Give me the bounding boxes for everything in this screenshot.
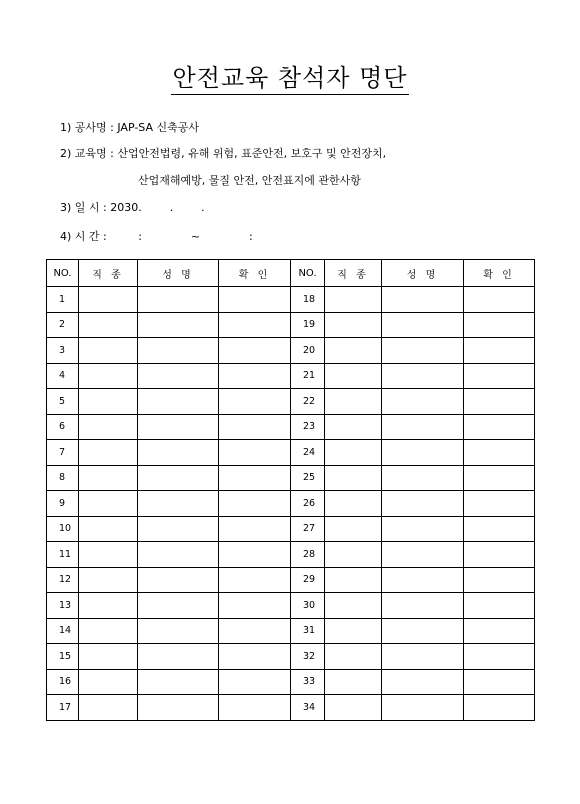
row-number-left: 14: [47, 618, 79, 644]
table-row: [47, 312, 535, 338]
column-header: NO.: [291, 260, 325, 287]
confirm-cell[interactable]: [464, 465, 535, 491]
row-number-left: 4: [47, 363, 79, 389]
education-label: 2) 교육명 :: [60, 147, 118, 160]
job-type-cell[interactable]: [79, 491, 138, 517]
job-type-cell[interactable]: [79, 618, 138, 644]
job-type-cell[interactable]: [79, 414, 138, 440]
project-label: 1) 공사명 :: [60, 121, 118, 134]
row-number-left: 13: [47, 593, 79, 619]
row-number-right: 28: [291, 542, 325, 568]
confirm-cell[interactable]: [464, 695, 535, 721]
row-number-right: 32: [291, 644, 325, 670]
table-row: [47, 338, 535, 364]
confirm-cell[interactable]: [219, 618, 291, 644]
name-cell[interactable]: [382, 440, 464, 466]
name-cell[interactable]: [382, 593, 464, 619]
name-cell[interactable]: [138, 287, 219, 313]
row-number-left: 16: [47, 669, 79, 695]
job-type-cell[interactable]: [79, 389, 138, 415]
name-cell[interactable]: [382, 389, 464, 415]
name-cell[interactable]: [382, 695, 464, 721]
job-type-cell[interactable]: [79, 465, 138, 491]
confirm-cell[interactable]: [219, 363, 291, 389]
name-cell[interactable]: [138, 669, 219, 695]
row-number-left: 11: [47, 542, 79, 568]
row-number-left: 7: [47, 440, 79, 466]
column-header: 직 종: [325, 260, 382, 287]
row-number-right: 22: [291, 389, 325, 415]
name-cell[interactable]: [138, 618, 219, 644]
row-number-right: 31: [291, 618, 325, 644]
job-type-cell[interactable]: [325, 516, 382, 542]
row-number-left: 3: [47, 338, 79, 364]
name-cell[interactable]: [138, 593, 219, 619]
confirm-cell[interactable]: [219, 491, 291, 517]
table-row: [47, 414, 535, 440]
confirm-cell[interactable]: [219, 465, 291, 491]
confirm-cell[interactable]: [464, 567, 535, 593]
confirm-cell[interactable]: [464, 542, 535, 568]
name-cell[interactable]: [382, 644, 464, 670]
column-header: 성 명: [138, 260, 219, 287]
name-cell[interactable]: [382, 491, 464, 517]
name-cell[interactable]: [382, 669, 464, 695]
row-number-right: 21: [291, 363, 325, 389]
row-number-left: 1: [47, 287, 79, 313]
time-label: 4) 시 간 :: [60, 230, 111, 243]
row-number-left: 12: [47, 567, 79, 593]
document-title: 안전교육 참석자 명단: [0, 58, 580, 93]
row-number-right: 33: [291, 669, 325, 695]
job-type-cell[interactable]: [79, 287, 138, 313]
row-number-right: 20: [291, 338, 325, 364]
name-cell[interactable]: [382, 516, 464, 542]
table-row: [47, 491, 535, 517]
job-type-cell[interactable]: [79, 695, 138, 721]
column-header: 성 명: [382, 260, 464, 287]
name-cell[interactable]: [382, 567, 464, 593]
job-type-cell[interactable]: [79, 440, 138, 466]
time-value: : ~ :: [110, 230, 253, 243]
job-type-cell[interactable]: [325, 695, 382, 721]
job-type-cell[interactable]: [325, 669, 382, 695]
name-cell[interactable]: [138, 414, 219, 440]
name-cell[interactable]: [138, 312, 219, 338]
name-cell[interactable]: [138, 567, 219, 593]
job-type-cell[interactable]: [325, 618, 382, 644]
confirm-cell[interactable]: [219, 516, 291, 542]
confirm-cell[interactable]: [464, 338, 535, 364]
row-number-left: 6: [47, 414, 79, 440]
job-type-cell[interactable]: [79, 542, 138, 568]
job-type-cell[interactable]: [325, 440, 382, 466]
job-type-cell[interactable]: [325, 644, 382, 670]
job-type-cell[interactable]: [325, 542, 382, 568]
row-number-left: 8: [47, 465, 79, 491]
confirm-cell[interactable]: [464, 669, 535, 695]
project-name-line: [60, 119, 199, 135]
job-type-cell[interactable]: [79, 593, 138, 619]
column-header: 확 인: [219, 260, 291, 287]
confirm-cell[interactable]: [219, 644, 291, 670]
job-type-cell[interactable]: [79, 516, 138, 542]
name-cell[interactable]: [138, 644, 219, 670]
confirm-cell[interactable]: [219, 567, 291, 593]
confirm-cell[interactable]: [219, 440, 291, 466]
confirm-cell[interactable]: [219, 414, 291, 440]
confirm-cell[interactable]: [219, 389, 291, 415]
table-row: [47, 287, 535, 313]
name-cell[interactable]: [138, 338, 219, 364]
row-number-left: 17: [47, 695, 79, 721]
name-cell[interactable]: [138, 389, 219, 415]
name-cell[interactable]: [138, 440, 219, 466]
row-number-right: 34: [291, 695, 325, 721]
time-line: [60, 228, 253, 244]
confirm-cell[interactable]: [464, 312, 535, 338]
confirm-cell[interactable]: [464, 389, 535, 415]
name-cell[interactable]: [382, 414, 464, 440]
job-type-cell[interactable]: [325, 491, 382, 517]
confirm-cell[interactable]: [464, 414, 535, 440]
confirm-cell[interactable]: [219, 695, 291, 721]
confirm-cell[interactable]: [464, 644, 535, 670]
row-number-right: 29: [291, 567, 325, 593]
column-header: NO.: [47, 260, 79, 287]
table-row: [47, 618, 535, 644]
date-line: [60, 199, 205, 215]
row-number-right: 18: [291, 287, 325, 313]
confirm-cell[interactable]: [464, 491, 535, 517]
row-number-left: 9: [47, 491, 79, 517]
education-value-line2: 산업재해예방, 물질 안전, 안전표지에 관한사항: [138, 174, 361, 187]
job-type-cell[interactable]: [325, 389, 382, 415]
job-type-cell[interactable]: [325, 338, 382, 364]
row-number-right: 30: [291, 593, 325, 619]
job-type-cell[interactable]: [325, 312, 382, 338]
confirm-cell[interactable]: [464, 516, 535, 542]
table-row: [47, 363, 535, 389]
name-cell[interactable]: [382, 287, 464, 313]
job-type-cell[interactable]: [79, 312, 138, 338]
confirm-cell[interactable]: [219, 669, 291, 695]
education-name-line: [60, 145, 386, 161]
confirm-cell[interactable]: [464, 440, 535, 466]
column-header: 확 인: [464, 260, 535, 287]
job-type-cell[interactable]: [325, 593, 382, 619]
row-number-left: 15: [47, 644, 79, 670]
confirm-cell[interactable]: [219, 312, 291, 338]
date-value: 2030. . .: [110, 201, 205, 214]
table-row: [47, 695, 535, 721]
name-cell[interactable]: [138, 542, 219, 568]
name-cell[interactable]: [382, 312, 464, 338]
row-number-right: 27: [291, 516, 325, 542]
name-cell[interactable]: [138, 695, 219, 721]
table-row: [47, 593, 535, 619]
education-name-line2: [138, 172, 361, 188]
column-header: 직 종: [79, 260, 138, 287]
name-cell[interactable]: [382, 363, 464, 389]
row-number-right: 23: [291, 414, 325, 440]
row-number-right: 24: [291, 440, 325, 466]
confirm-cell[interactable]: [464, 593, 535, 619]
attendee-table: [46, 259, 535, 721]
name-cell[interactable]: [138, 516, 219, 542]
job-type-cell[interactable]: [325, 414, 382, 440]
confirm-cell[interactable]: [219, 593, 291, 619]
name-cell[interactable]: [138, 465, 219, 491]
date-label: 3) 일 시 :: [60, 201, 111, 214]
name-cell[interactable]: [138, 363, 219, 389]
name-cell[interactable]: [382, 618, 464, 644]
row-number-left: 10: [47, 516, 79, 542]
row-number-right: 26: [291, 491, 325, 517]
table-row: [47, 465, 535, 491]
name-cell[interactable]: [382, 465, 464, 491]
table-body: [47, 287, 535, 721]
job-type-cell[interactable]: [79, 338, 138, 364]
table-row: [47, 644, 535, 670]
project-value: JAP-SA 신축공사: [117, 121, 200, 134]
confirm-cell[interactable]: [464, 287, 535, 313]
job-type-cell[interactable]: [325, 287, 382, 313]
table-row: [47, 669, 535, 695]
table-row: [47, 567, 535, 593]
job-type-cell[interactable]: [79, 669, 138, 695]
row-number-right: 25: [291, 465, 325, 491]
name-cell[interactable]: [382, 338, 464, 364]
job-type-cell[interactable]: [325, 465, 382, 491]
education-value-line1: 산업안전법령, 유해 위험, 표준안전, 보호구 및 안전장치,: [117, 147, 387, 160]
table-row: [47, 516, 535, 542]
table-row: [47, 440, 535, 466]
confirm-cell[interactable]: [464, 363, 535, 389]
row-number-left: 2: [47, 312, 79, 338]
confirm-cell[interactable]: [464, 618, 535, 644]
name-cell[interactable]: [382, 542, 464, 568]
table-row: [47, 542, 535, 568]
job-type-cell[interactable]: [79, 644, 138, 670]
confirm-cell[interactable]: [219, 542, 291, 568]
name-cell[interactable]: [138, 491, 219, 517]
table-header-row: [47, 260, 535, 287]
row-number-left: 5: [47, 389, 79, 415]
table-row: [47, 389, 535, 415]
row-number-right: 19: [291, 312, 325, 338]
job-type-cell[interactable]: [325, 363, 382, 389]
confirm-cell[interactable]: [219, 287, 291, 313]
job-type-cell[interactable]: [325, 567, 382, 593]
job-type-cell[interactable]: [79, 567, 138, 593]
job-type-cell[interactable]: [79, 363, 138, 389]
confirm-cell[interactable]: [219, 338, 291, 364]
